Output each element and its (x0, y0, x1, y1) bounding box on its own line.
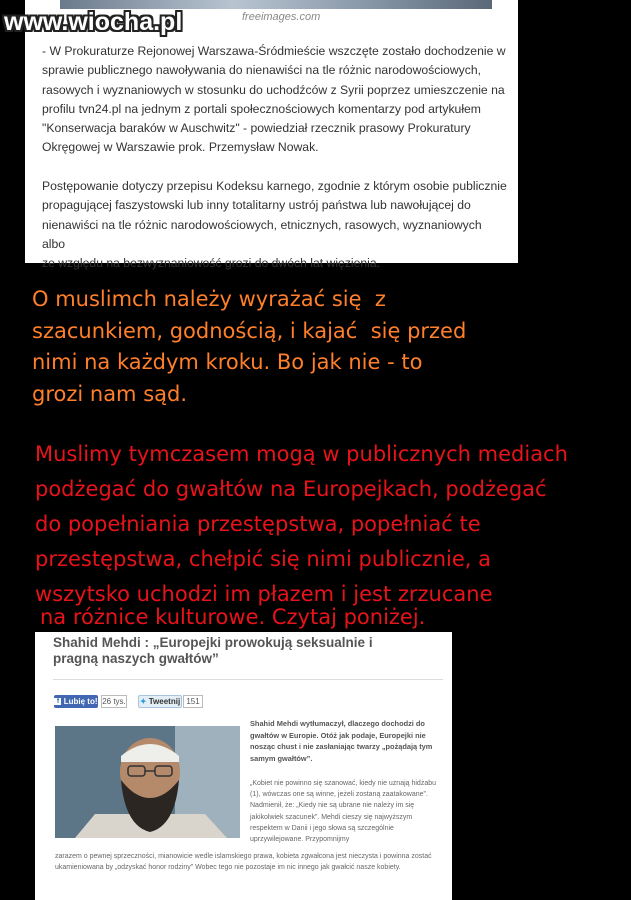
red-commentary-tail: na różnice kulturowe. Czytaj poniżej. (40, 605, 426, 629)
commentary-line: przestępstwa, chełpić się nimi publicznie, a (35, 547, 492, 571)
article-quote: „Kobiet nie powinno się szanować, kiedy nie uznają hidżabu (1), wówczas one są winne, jeżeli zostaną zaatakowane”. Nadmienił, że: „Kiedy nie są ubrane nie należy im się jakikolwiek szacunek”. Mehdi cieszy się najwyższym respektem w Danii i jego słowa są szczególnie uprzywilejowane. Przypomnijmy (250, 780, 437, 844)
text-line: - W Prokuraturze Rejonowej Warszawa-Śródmieście wszczęte zostało dochodzenie w (42, 44, 506, 58)
portrait-illustration (55, 726, 240, 838)
text-line: rasowych i wyznaniowych w stosunku do uchodźców z Syrii poprzez umieszczenie na (42, 82, 505, 97)
text-line: sprawie publicznego nawoływania do nienawiści na tle różnic narodowościowych, (42, 63, 481, 78)
facebook-like-button[interactable] (54, 695, 98, 708)
text-line: profilu tvn24.pl na jednym z portali społecznościowych komentarzy pod artykułem (42, 101, 481, 116)
facebook-icon: f (54, 698, 61, 705)
text-line: propagującej faszystowski lub inny totalitarny ustrój państwa lub nawołującej do (42, 198, 471, 213)
commentary-line: szacunkiem, godnością, i kajać się przed (32, 318, 467, 343)
twitter-icon: ✦ (139, 697, 147, 706)
article-lead: Shahid Mehdi wytłumaczył, dlaczego dochodzi do gwałtów w Europie. Otóż jak podaje, Europejki nie nosząc chust i nie zasłaniając twarzy „pożądają tym samym gwałtów”. (250, 719, 433, 763)
text-line: ze względu na bezwyznaniowość grozi do dwóch lat więzienia. (42, 256, 381, 271)
facebook-like-label: Lubię to! (63, 697, 98, 706)
image-credit: freeimages.com (242, 11, 321, 23)
commentary-line: wszytsko uchodzi im płazem i jest zrzucane (35, 582, 493, 606)
article-title: Shahid Mehdi : „Europejki prowokują seksualnie i pragną naszych gwałtów” (53, 635, 373, 666)
divider (53, 679, 443, 680)
orange-commentary (32, 284, 552, 410)
commentary-line: nimi na każdym kroku. Bo jak nie - to (32, 350, 423, 374)
commentary-line: O muslimch należy wyrażać się z (32, 287, 386, 311)
text-line: Postępowanie dotyczy przepisu Kodeksu karnego, zgodnie z którym osobie publicznie (42, 179, 507, 193)
text-line: Okręgowej w Warszawie prok. Przemysław Nowak. (42, 140, 319, 155)
tweet-button[interactable] (138, 695, 182, 708)
tweet-count: 151 (183, 695, 203, 708)
text-line: "Konserwacja baraków w Auschwitz" - powiedział rzecznik prasowy Prokuratury (42, 121, 471, 136)
text-line: nienawiści na tle różnic narodowościowych, etnicznych, rasowych, wyznaniowych albo (42, 217, 482, 251)
tweet-label: Tweetnij (148, 697, 181, 706)
article-body: zarazem o pewnej sprzeczności, mianowicie wedle islamskiego prawa, kobieta zgwałcona jest nieczysta i powinna zostać ukamieniowana by „odzyskać honor rodziny” Wobec tego nie pozostaje im nic innego jak gwałcić nasze kobiety. (55, 853, 432, 872)
facebook-like-count: 26 tys. (102, 697, 126, 706)
commentary-line: Muslimy tymczasem mogą w publicznych mediach (35, 442, 568, 466)
commentary-line: grozi nam sąd. (32, 381, 188, 406)
site-watermark: www.wiocha.pl (4, 8, 183, 36)
portrait-photo (55, 726, 240, 838)
commentary-line: do popełniania przestępstwa, popełniać te (35, 512, 481, 536)
commentary-line: podżegać do gwałtów na Europejkach, podżegać (35, 477, 547, 501)
article-paragraph-1 (42, 42, 508, 158)
red-commentary (35, 437, 631, 612)
article-paragraph-2 (42, 177, 508, 273)
